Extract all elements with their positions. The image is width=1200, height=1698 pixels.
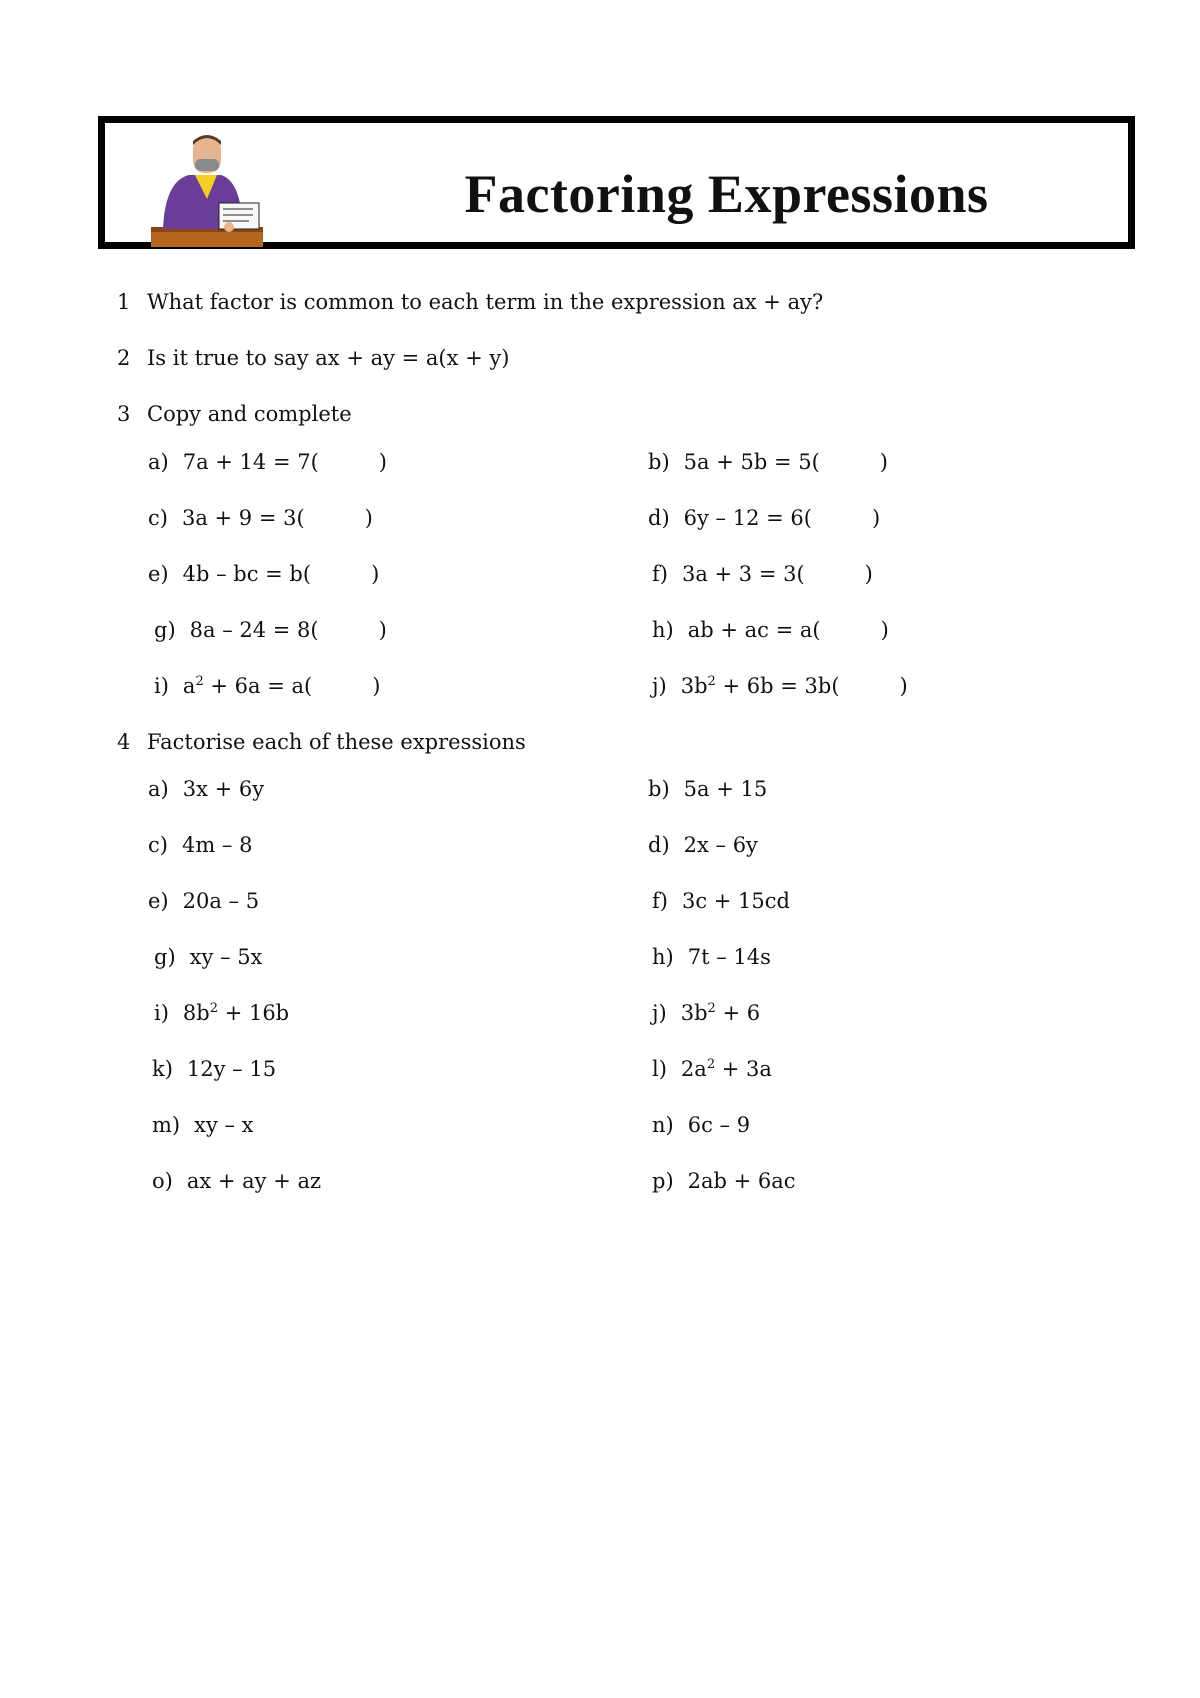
item-label: k)	[152, 1057, 173, 1081]
item-close: )	[378, 450, 387, 474]
q3-item-j	[652, 674, 908, 698]
q3-item-a	[148, 450, 387, 474]
question-text: Is it true to say ax + ay = a(x + y)	[147, 346, 510, 370]
item-expression: + 16b	[218, 1001, 290, 1025]
q3-item-h	[652, 618, 889, 642]
q3-item-i	[154, 674, 380, 698]
item-expression: 7a + 14 = 7(	[182, 450, 319, 474]
item-expression: 4b – bc = b(	[182, 562, 312, 586]
q4-item-a	[148, 777, 264, 801]
item-expression: 20a – 5	[182, 889, 260, 913]
item-label: j)	[652, 674, 667, 698]
item-expression: xy – 5x	[189, 945, 263, 969]
item-label: e)	[148, 562, 169, 586]
item-exponent: 2	[707, 674, 716, 689]
item-expression: + 6a = a(	[203, 674, 313, 698]
q4-item-i	[154, 1001, 289, 1025]
item-label: i)	[154, 674, 169, 698]
item-expression: ax + ay + az	[186, 1169, 322, 1193]
q4-item-l	[652, 1057, 772, 1081]
q3-item-d	[648, 506, 880, 530]
item-label: h)	[652, 618, 674, 642]
item-label: e)	[148, 889, 169, 913]
q4-item-m	[152, 1113, 254, 1137]
question-number: 1	[117, 290, 131, 314]
item-expression: + 6b = 3b(	[715, 674, 840, 698]
item-label: o)	[152, 1169, 173, 1193]
q3-item-g	[154, 618, 387, 642]
item-expression: + 3a	[715, 1057, 772, 1081]
item-base: 2a	[680, 1057, 707, 1081]
q4-item-p	[652, 1169, 796, 1193]
item-label: b)	[648, 777, 670, 801]
q4-item-b	[648, 777, 767, 801]
item-base: 3b	[680, 1001, 708, 1025]
item-label: c)	[148, 506, 168, 530]
item-expression: 7t – 14s	[687, 945, 771, 969]
item-expression: ab + ac = a(	[687, 618, 821, 642]
question-text: Factorise each of these expressions	[147, 730, 526, 754]
item-expression: + 6	[715, 1001, 761, 1025]
question-1	[117, 290, 823, 314]
item-label: d)	[648, 506, 670, 530]
item-label: j)	[652, 1001, 667, 1025]
q4-item-n	[652, 1113, 750, 1137]
question-number: 4	[117, 730, 131, 754]
item-expression: 6c – 9	[687, 1113, 751, 1137]
q3-item-f	[652, 562, 873, 586]
item-exponent: 2	[706, 1057, 716, 1072]
item-close: )	[871, 506, 881, 530]
q4-item-k	[152, 1057, 276, 1081]
item-expression: 3c + 15cd	[681, 889, 790, 913]
item-label: i)	[154, 1001, 169, 1025]
q4-item-f	[652, 889, 790, 913]
item-label: a)	[148, 777, 169, 801]
item-expression: 2x – 6y	[683, 833, 758, 857]
item-expression: 5a + 5b = 5(	[683, 450, 820, 474]
item-close: )	[899, 674, 908, 698]
item-base: 3b	[680, 674, 708, 698]
item-base: 8b	[182, 1001, 210, 1025]
item-exponent: 2	[209, 1001, 219, 1016]
item-label: l)	[652, 1057, 667, 1081]
item-expression: 5a + 15	[683, 777, 768, 801]
q4-item-g	[154, 945, 262, 969]
item-expression: xy – x	[194, 1113, 254, 1137]
item-close: )	[880, 618, 889, 642]
item-close: )	[372, 674, 381, 698]
item-expression: 3a + 9 = 3(	[181, 506, 305, 530]
q3-item-c	[148, 506, 373, 530]
question-number: 2	[117, 346, 131, 370]
question-3	[117, 402, 352, 426]
item-close: )	[879, 450, 888, 474]
item-base: a	[182, 674, 196, 698]
q4-item-c	[148, 833, 252, 857]
item-label: n)	[652, 1113, 674, 1137]
item-expression: 2ab + 6ac	[687, 1169, 796, 1193]
item-label: f)	[652, 889, 668, 913]
title-box	[98, 116, 1135, 249]
item-label: c)	[148, 833, 168, 857]
item-expression: 3a + 3 = 3(	[681, 562, 805, 586]
item-expression: 3x + 6y	[182, 777, 265, 801]
item-label: b)	[648, 450, 670, 474]
question-4	[117, 730, 526, 754]
question-2	[117, 346, 509, 370]
q4-item-e	[148, 889, 259, 913]
q4-item-h	[652, 945, 771, 969]
question-text: What factor is common to each term in the expression ax + ay?	[147, 290, 824, 314]
item-label: f)	[652, 562, 668, 586]
q3-item-e	[148, 562, 379, 586]
item-label: h)	[652, 945, 674, 969]
item-label: g)	[154, 618, 176, 642]
item-close: )	[371, 562, 380, 586]
question-number: 3	[117, 402, 131, 426]
item-exponent: 2	[707, 1001, 716, 1016]
item-label: a)	[148, 450, 169, 474]
page-title: Factoring Expressions	[464, 164, 989, 224]
item-label: p)	[652, 1169, 674, 1193]
item-label: d)	[648, 833, 670, 857]
question-text: Copy and complete	[147, 402, 352, 426]
item-label: m)	[152, 1113, 181, 1137]
q4-item-j	[652, 1001, 760, 1025]
item-expression: 8a – 24 = 8(	[189, 618, 319, 642]
item-close: )	[864, 562, 873, 586]
item-expression: 4m – 8	[181, 833, 253, 857]
q3-item-b	[648, 450, 888, 474]
q4-item-d	[648, 833, 758, 857]
item-close: )	[378, 618, 387, 642]
item-exponent: 2	[195, 674, 204, 689]
item-close: )	[364, 506, 373, 530]
q4-item-o	[152, 1169, 321, 1193]
item-label: g)	[154, 945, 176, 969]
item-expression: 6y – 12 = 6(	[683, 506, 812, 530]
item-expression: 12y – 15	[186, 1057, 277, 1081]
